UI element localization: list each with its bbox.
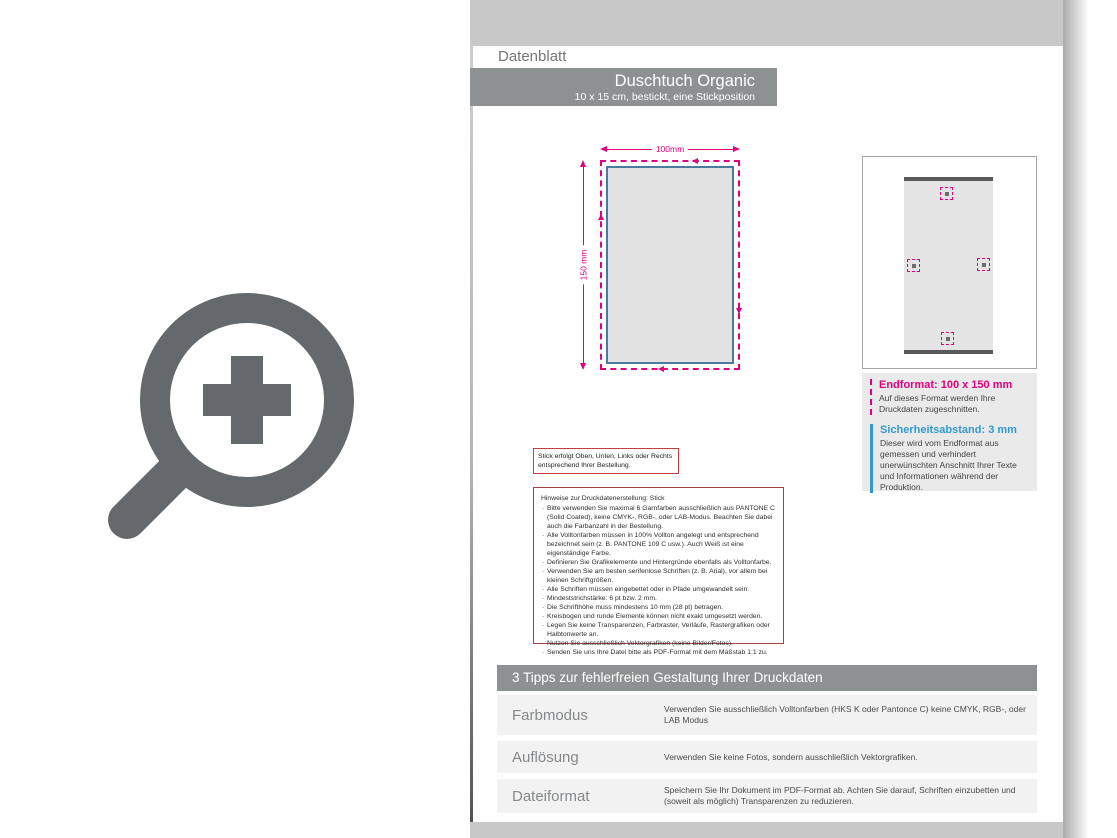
towel-border-top — [904, 177, 993, 181]
tip-text: Verwenden Sie ausschließlich Volltonfarben (HKS K oder Pantonce C) keine CMYK, RGB-, oder LAB Modus — [664, 704, 1026, 725]
seam-arrow-left-icon — [598, 214, 604, 220]
tip-row — [497, 695, 1037, 735]
page-title: Duschtuch Organic — [614, 72, 755, 90]
tips-header: 3 Tipps zur fehlerfreien Gestaltung Ihrer Druckdaten — [497, 665, 1037, 691]
hint-item: · Legen Sie keine Transparenzen, Farbraster, Verläufe, Rastergrafiken oder Halbtonwerte an. — [541, 621, 776, 639]
product-preview-panel — [862, 156, 1037, 369]
hint-item: · Nutzen Sie ausschließlich Vektorgrafiken (keine Bilder/Fotos). — [541, 639, 776, 648]
arrow-left-icon — [600, 146, 607, 152]
towel-graphic — [904, 177, 993, 354]
width-dimension — [600, 144, 740, 156]
hint-item: · Kreisbogen und runde Elemente können nicht exakt umgesetzt werden. — [541, 612, 776, 621]
page-subtitle: 10 x 15 cm, bestickt, eine Stickposition — [574, 91, 755, 103]
stick-position-marker-top — [940, 187, 953, 200]
tip-row — [497, 779, 1037, 813]
hint-item: · Senden Sie uns Ihre Datei bitte als PDF-Format mit dem Maßstab 1:1 zu. — [541, 648, 776, 657]
bleed-outline — [600, 160, 740, 370]
safety-margin-note — [870, 424, 1029, 493]
stick-position-marker-left — [907, 259, 920, 272]
tip-label: Farbmodus — [512, 706, 588, 724]
seam-arrow-bottom-icon — [658, 366, 664, 372]
page-curl-shadow — [1063, 0, 1089, 838]
hint-item: · Mindeststrichstärke: 6 pt bzw. 2 mm. — [541, 594, 776, 603]
tip-row — [497, 741, 1037, 773]
seam-arrow-top-icon — [692, 158, 698, 164]
hint-item: · Die Schrifthöhe muss mindestens 10 mm (28 pt) betragen. — [541, 603, 776, 612]
bottom-gray-band — [470, 822, 1063, 838]
safety-margin-text: Dieser wird vom Endformat aus gemessen und verhindert unerwünschten Anschnitt Ihrer Texte und Informationen während der Produktion. — [880, 438, 1017, 492]
safety-margin-title: Sicherheitsabstand: 3 mm — [880, 424, 1017, 436]
hints-list — [541, 504, 776, 657]
tip-text: Speichern Sie Ihr Dokument im PDF-Format ab. Achten Sie darauf, Schriften einzubetten und (soweit als möglich) Transparenzen zu reduzieren. — [664, 785, 1016, 806]
tip-text: Verwenden Sie keine Fotos, sondern ausschließlich Vektorgrafiken. — [664, 751, 918, 762]
hint-item: · Alle Schriften müssen eingebettet oder in Pfade umgewandelt sein. — [541, 585, 776, 594]
hint-item: · Alle Volltonfarben müssen in 100% Vollton angelegt und entsprechend bezeichnet sein (z. B. PANTONE 109 C usw.). Auch Weiß ist eine eigenständige Farbe. — [541, 531, 776, 558]
towel-border-bottom — [904, 350, 993, 354]
page-left-edge — [470, 0, 473, 838]
hint-item: · Definieren Sie Grafikelemente und Hintergründe ebenfalls als Volltonfarbe. — [541, 558, 776, 567]
datenblatt-tab: Datenblatt — [490, 46, 592, 68]
height-dimension-label: 150 mm — [579, 246, 590, 285]
title-banner — [470, 68, 777, 106]
endformat-title: Endformat: 100 x 150 mm — [879, 379, 1013, 391]
stick-position-marker-bottom — [941, 332, 954, 345]
arrow-up-icon — [580, 160, 586, 167]
arrow-right-icon — [733, 146, 740, 152]
tip-label: Dateiformat — [512, 787, 590, 805]
width-dimension-label: 100mm — [652, 144, 688, 155]
endformat-note — [870, 379, 1029, 415]
hint-item: · Bitte verwenden Sie maximal 6 Garnfarben ausschließlich aus PANTONE C (Solid Coated), keine CMYK-, RGB-, oder LAB-Modus. Beachten Sie dabei auch die Farbanzahl in der Bestellung. — [541, 504, 776, 531]
arrow-down-icon — [580, 363, 586, 370]
stick-position-marker-right — [977, 258, 990, 271]
tip-label: Auflösung — [512, 748, 579, 766]
stick-placement-note: Stick erfolgt Oben, Unten, Links oder Rechts entsprechend Ihrer Bestellung. — [533, 448, 679, 474]
final-format-area — [606, 166, 734, 364]
hints-title: Hinweise zur Druckdatenerstellung: Stick — [541, 495, 665, 502]
top-gray-band — [470, 0, 1063, 46]
zoom-plus-icon[interactable] — [105, 282, 375, 552]
hint-item: · Verwenden Sie am besten serifenlose Schriften (z. B. Arial), vor allem bei kleinen Schriftgrößen. — [541, 567, 776, 585]
seam-arrow-right-icon — [736, 308, 742, 314]
print-data-hints-box — [533, 487, 784, 656]
height-dimension — [578, 160, 590, 370]
format-notes-panel — [862, 373, 1037, 491]
endformat-text: Auf dieses Format werden Ihre Druckdaten zugeschnitten. — [879, 393, 996, 414]
